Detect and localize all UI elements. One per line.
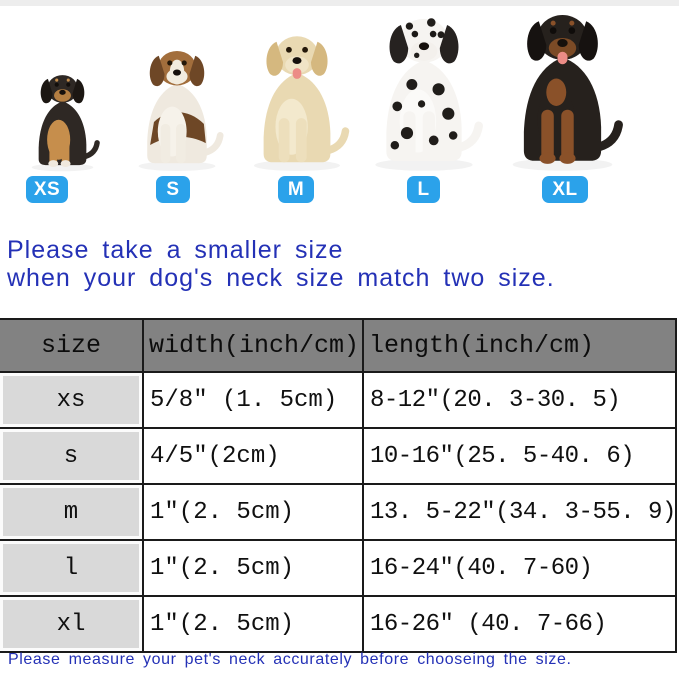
- size-row-s: [0, 428, 676, 484]
- size-row-l: [0, 540, 676, 596]
- size-badge-l: L: [407, 176, 440, 203]
- top-strip: [0, 0, 679, 6]
- cell-xs-size: xs: [0, 372, 143, 428]
- cell-m-length: 13. 5-22″(34. 3-55. 9): [363, 484, 676, 540]
- dog-size-row: [0, 0, 679, 215]
- size-badge-xl: XL: [542, 176, 588, 203]
- size-table-header-row: [0, 319, 676, 372]
- col-header-width: width(inch/cm): [143, 319, 363, 372]
- cell-l-size: l: [0, 540, 143, 596]
- cell-xl-length: 16-26″ (40. 7-66): [363, 596, 676, 652]
- cell-m-width: 1″(2. 5cm): [143, 484, 363, 540]
- size-badge-xs: XS: [26, 176, 68, 203]
- cell-xl-size: xl: [0, 596, 143, 652]
- col-header-length: length(inch/cm): [363, 319, 676, 372]
- dog-photo-m: [243, 32, 351, 172]
- cell-xs-length: 8-12″(20. 3-30. 5): [363, 372, 676, 428]
- cell-s-size: s: [0, 428, 143, 484]
- cell-m-size: m: [0, 484, 143, 540]
- sizing-notice-line2: when your dog's neck size match two size.: [7, 264, 555, 292]
- cell-l-length: 16-24″(40. 7-60): [363, 540, 676, 596]
- cell-l-width: 1″(2. 5cm): [143, 540, 363, 596]
- size-badge-s: S: [156, 176, 190, 203]
- dog-photo-xl: [500, 10, 625, 172]
- sizing-notice: [7, 236, 667, 292]
- cell-s-length: 10-16″(25. 5-40. 6): [363, 428, 676, 484]
- size-badge-m: M: [278, 176, 314, 203]
- size-row-xl: [0, 596, 676, 652]
- dog-photo-l: [363, 14, 485, 172]
- size-table: [0, 318, 677, 653]
- size-row-xs: [0, 372, 676, 428]
- cell-s-width: 4/5″(2cm): [143, 428, 363, 484]
- size-row-m: [0, 484, 676, 540]
- cell-xs-width: 5/8″ (1. 5cm): [143, 372, 363, 428]
- col-header-size: size: [0, 319, 143, 372]
- dog-photo-xs: [24, 72, 101, 172]
- sizing-notice-line1: Please take a smaller size: [7, 236, 344, 264]
- measure-note: Please measure your pet's neck accurately before chooseing the size.: [8, 651, 572, 668]
- cell-xl-width: 1″(2. 5cm): [143, 596, 363, 652]
- dog-photo-s: [129, 47, 225, 172]
